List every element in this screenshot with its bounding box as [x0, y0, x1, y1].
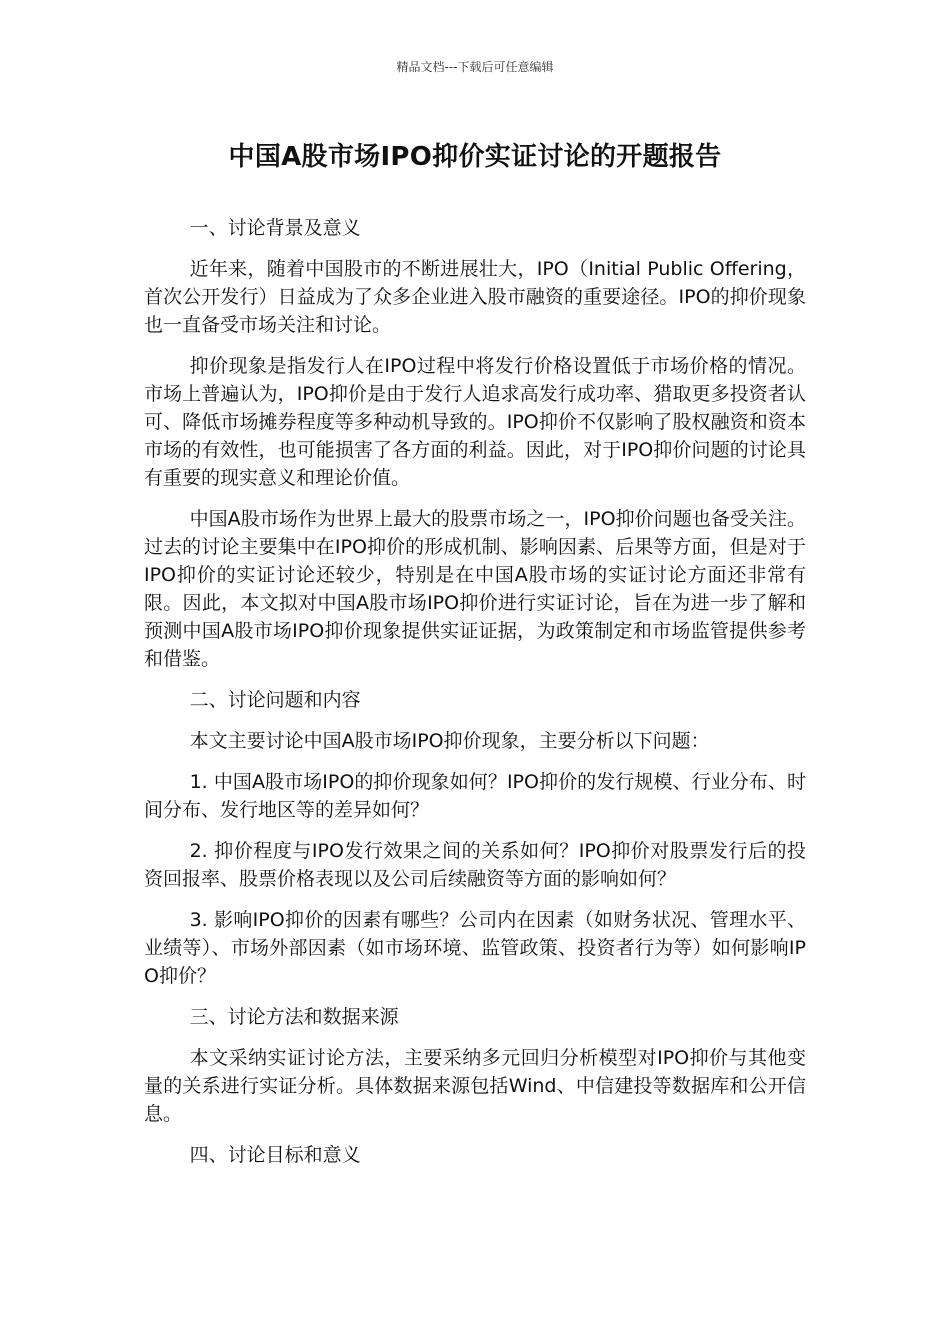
question-item-1: 1. 中国A股市场IPO的抑价现象如何？IPO抑价的发行规模、行业分布、时间分布、发行地区等的差异如何？	[144, 771, 806, 821]
paragraph-methods: 本文采纳实证讨论方法，主要采纳多元回归分析模型对IPO抑价与其他变量的关系进行实证分析。具体数据来源包括Wind、中信建投等数据库和公开信息。	[144, 1047, 806, 1125]
question-item-2: 2. 抑价程度与IPO发行效果之间的关系如何？IPO抑价对股票发行后的投资回报率、股票价格表现以及公司后续融资等方面的影响如何？	[144, 840, 806, 890]
section-heading-background: 一、讨论背景及意义	[189, 217, 361, 239]
document-body	[144, 214, 806, 1182]
section-heading-goals: 四、讨论目标和意义	[189, 1144, 361, 1166]
document-title: 中国A股市场IPO抑价实证讨论的开题报告	[228, 142, 722, 172]
question-item-3: 3. 影响IPO抑价的因素有哪些？公司内在因素（如财务状况、管理水平、业绩等）、市场外部因素（如市场环境、监管政策、投资者行为等）如何影响IPO抑价？	[144, 909, 806, 987]
section-heading-methods: 三、讨论方法和数据来源	[189, 1006, 399, 1028]
paragraph-background-1: 近年来，随着中国股市的不断进展壮大，IPO（Initial Public Offering，首次公开发行）日益成为了众多企业进入股市融资的重要途径。IPO的抑价现象也一直备受市场关注和讨论。	[144, 258, 806, 336]
paragraph-background-3: 中国A股市场作为世界上最大的股票市场之一，IPO抑价问题也备受关注。过去的讨论主要集中在IPO抑价的形成机制、影响因素、后果等方面，但是对于IPO抑价的实证讨论还较少，特别是在中国A股市场的实证讨论方面还非常有限。因此，本文拟对中国A股市场IPO抑价进行实证讨论，旨在为进一步了解和预测中国A股市场IPO抑价现象提供实证证据，为政策制定和市场监管提供参考和借鉴。	[144, 508, 806, 670]
paragraph-questions-intro: 本文主要讨论中国A股市场IPO抑价现象，主要分析以下问题：	[189, 730, 710, 752]
header-note: 精品文档---下载后可任意编辑	[396, 60, 554, 74]
paragraph-background-2: 抑价现象是指发行人在IPO过程中将发行价格设置低于市场价格的情况。市场上普遍认为，IPO抑价是由于发行人追求高发行成功率、猎取更多投资者认可、降低市场摊券程度等多种动机导致的。IPO抑价不仅影响了股权融资和资本市场的有效性，也可能损害了各方面的利益。因此，对于IPO抑价问题的讨论具有重要的现实意义和理论价值。	[144, 355, 806, 489]
section-heading-questions: 二、讨论问题和内容	[189, 689, 361, 711]
